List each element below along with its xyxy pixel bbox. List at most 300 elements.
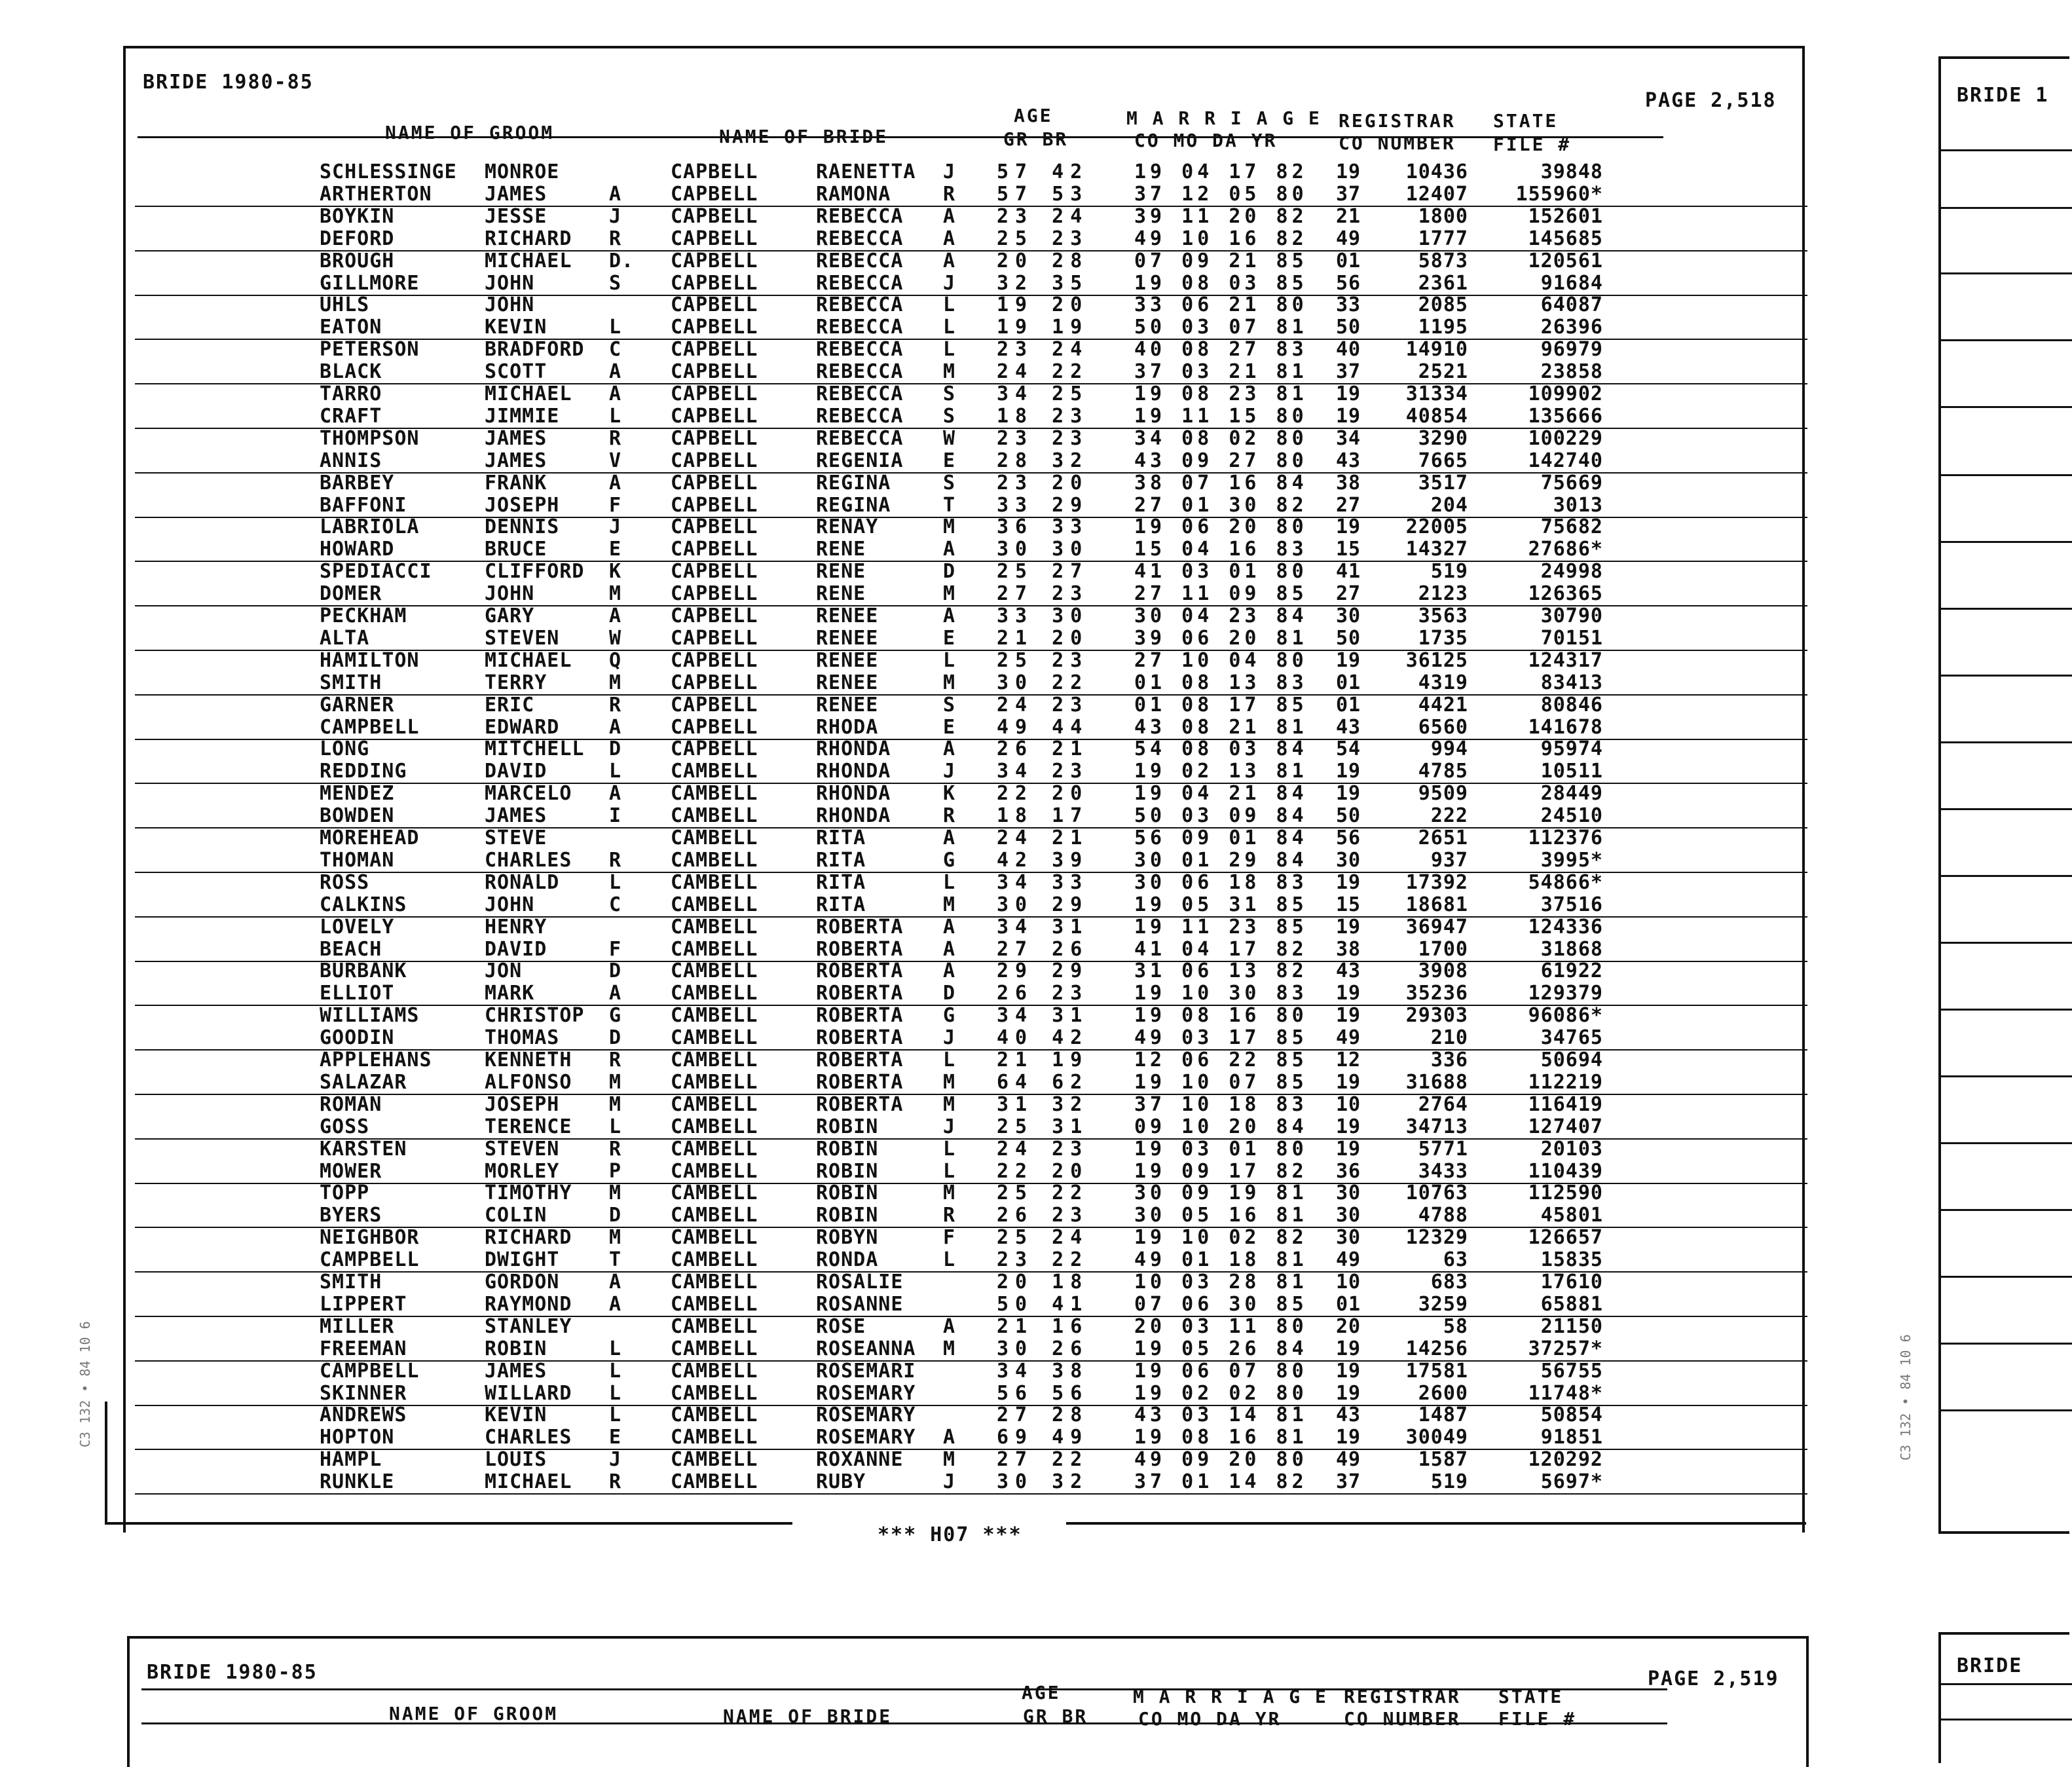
table-row [126,1338,1807,1360]
groom-middle-initial: L [609,1404,622,1427]
groom-middle-initial: T [609,1248,622,1272]
marriage-date: 20 03 11 80 [1134,1314,1308,1338]
groom-first-name: COLIN [485,1204,547,1227]
bride-last-name: CAMBELL [671,915,758,939]
groom-first-name: CLIFFORD [485,560,585,584]
state-file-number: 24510 [1540,804,1603,828]
bride-first-name: REBECCA [816,426,904,450]
state-file-number: 11748* [1528,1381,1603,1405]
registrar-number: 2651 [1418,827,1468,849]
groom-first-name: JOHN [485,582,535,606]
registrar-county: 34 [1336,426,1361,450]
state-file-number: 109902 [1528,382,1603,405]
bride-last-name: CAMBELL [671,1159,758,1183]
bride-middle-initial: S [943,404,956,428]
bride-first-name: ROBERTA [816,959,904,983]
next-bride-header: NAME OF BRIDE [723,1705,893,1727]
groom-middle-initial: L [609,870,622,894]
registrar-number: 2123 [1418,582,1468,606]
ages: 56 56 [997,1381,1089,1405]
table-row [126,583,1807,605]
marriage-date: 39 11 20 82 [1134,204,1308,228]
ages: 30 22 [997,671,1089,694]
marriage-date: 09 10 20 84 [1134,1115,1308,1138]
bride-middle-initial: J [943,271,956,295]
bride-last-name: CAPBELL [671,160,758,183]
marriage-date: 19 11 23 85 [1134,915,1308,939]
registrar-number: 5771 [1418,1137,1468,1161]
groom-last-name: HAMILTON [320,648,420,672]
table-row [126,805,1807,827]
bride-last-name: CAPBELL [671,715,758,739]
groom-middle-initial: D [609,959,622,983]
bride-first-name: ROBERTA [816,915,904,939]
groom-first-name: JAMES [485,1359,547,1383]
table-row [126,183,1807,206]
table-row [126,1383,1807,1405]
groom-middle-initial: E [609,1426,622,1449]
next-state-header: STATE [1498,1686,1564,1707]
table-row [126,694,1807,716]
ages: 69 49 [997,1426,1089,1449]
registrar-number: 1700 [1418,937,1468,961]
state-file-number: 56755 [1540,1359,1603,1383]
state-file-number: 80846 [1540,693,1603,716]
state-file-number: 34765 [1540,1026,1603,1050]
ages: 25 31 [997,1115,1089,1138]
groom-last-name: PECKHAM [320,604,407,627]
groom-middle-initial: F [609,937,622,961]
registrar-county: 15 [1336,538,1361,561]
registrar-number: 5873 [1418,249,1468,272]
table-row [126,627,1807,650]
table-row [126,316,1807,339]
registrar-county: 43 [1336,959,1361,983]
ages: 23 23 [997,426,1089,450]
ages: 26 21 [997,737,1089,761]
groom-first-name: CHARLES [485,1426,572,1449]
groom-first-name: BRUCE [485,538,547,561]
marriage-date: 19 05 31 85 [1134,893,1308,916]
marriage-date: 19 11 15 80 [1134,404,1308,428]
registrar-county: 19 [1336,782,1361,806]
bride-last-name: CAMBELL [671,1426,758,1449]
state-file-number: 26396 [1540,316,1603,339]
groom-last-name: CALKINS [320,893,407,916]
bride-first-name: ROXANNE [816,1448,904,1472]
registrar-number: 1777 [1418,227,1468,250]
bride-middle-initial: M [943,515,956,539]
groom-first-name: GARY [485,604,535,627]
table-row [126,872,1807,894]
registrar-number: 10763 [1405,1181,1468,1205]
adjacent-rule [1941,1075,2072,1077]
groom-last-name: SPEDIACCI [320,560,432,584]
registrar-county: 20 [1336,1314,1361,1338]
groom-first-name: ALFONSO [485,1070,572,1094]
registrar-header: REGISTRAR [1339,110,1456,132]
ages: 25 24 [997,1226,1089,1250]
groom-first-name: MICHAEL [485,1470,572,1494]
bride-first-name: ROSEMARY [816,1381,916,1405]
groom-middle-initial: A [609,982,622,1005]
groom-last-name: THOMPSON [320,426,420,450]
table-row [126,1404,1807,1426]
ages: 42 39 [997,848,1089,872]
bride-middle-initial: L [943,338,956,362]
state-file-number: 75669 [1540,471,1603,494]
marriage-date: 49 09 20 80 [1134,1448,1308,1472]
bride-first-name: RUBY [816,1470,866,1494]
ages: 23 22 [997,1248,1089,1272]
registrar-number: 2085 [1418,293,1468,317]
marriage-date: 10 03 28 81 [1134,1271,1308,1293]
groom-last-name: ROSS [320,870,370,894]
state-file-number: 96979 [1540,338,1603,362]
registrar-number: 30049 [1405,1426,1468,1449]
registrar-county: 27 [1336,493,1361,517]
groom-middle-initial: J [609,515,622,539]
registrar-number: 29303 [1405,1004,1468,1028]
registrar-number: 1800 [1418,204,1468,228]
bride-last-name: CAMBELL [671,870,758,894]
bride-last-name: CAPBELL [671,360,758,384]
bride-middle-initial: L [943,316,956,339]
table-row [126,1049,1807,1071]
marriage-date: 33 06 21 80 [1134,293,1308,317]
bride-middle-initial: A [943,937,956,961]
groom-first-name: TIMOTHY [485,1181,572,1205]
groom-first-name: JESSE [485,204,547,228]
bride-middle-initial: M [943,671,956,694]
registrar-county: 01 [1336,693,1361,716]
groom-middle-initial: W [609,626,622,650]
registrar-county: 41 [1336,560,1361,584]
groom-first-name: MARCELO [485,782,572,806]
adjacent-page-title: BRIDE 1 [1957,84,2049,107]
registrar-county: 27 [1336,582,1361,606]
groom-last-name: BURBANK [320,959,407,983]
registrar-county: 56 [1336,827,1361,849]
groom-last-name: HOPTON [320,1426,395,1449]
registrar-number: 14910 [1405,338,1468,362]
bride-last-name: CAPBELL [671,515,758,539]
ages: 34 25 [997,382,1089,405]
registrar-number: 14256 [1405,1337,1468,1360]
registrar-county: 50 [1336,626,1361,650]
registrar-county: 49 [1336,1026,1361,1050]
groom-last-name: DOMER [320,582,382,606]
ages: 25 23 [997,648,1089,672]
bride-first-name: RAMONA [816,182,891,206]
registrar-number: 1735 [1418,626,1468,650]
bride-first-name: REBECCA [816,227,904,250]
table-row [126,1027,1807,1049]
ages: 25 22 [997,1181,1089,1205]
bride-first-name: RHONDA [816,804,891,828]
groom-first-name: DENNIS [485,515,560,539]
groom-first-name: TERRY [485,671,547,694]
registrar-county: 15 [1336,893,1361,916]
page-footer-code: *** H07 *** [878,1523,1022,1546]
bride-first-name: RENE [816,538,866,561]
groom-last-name: CRAFT [320,404,382,428]
ages: 34 31 [997,915,1089,939]
groom-last-name: LABRIOLA [320,515,420,539]
registrar-county: 19 [1336,915,1361,939]
state-file-number: 112219 [1528,1070,1603,1094]
registrar-number: 336 [1430,1049,1468,1071]
table-row [126,827,1807,849]
registrar-county: 19 [1336,1004,1361,1028]
bride-first-name: RENE [816,582,866,606]
ages: 23 20 [997,471,1089,494]
registrar-subheader: CO NUMBER [1339,132,1456,154]
groom-first-name: TERENCE [485,1115,572,1138]
adjacent-rule [1941,942,2072,944]
ages: 19 20 [997,293,1089,317]
groom-middle-initial: A [609,1292,622,1316]
bride-last-name: CAMBELL [671,1092,758,1116]
bride-first-name: REBECCA [816,360,904,384]
bride-last-name: CAPBELL [671,538,758,561]
groom-first-name: JAMES [485,449,547,472]
next-page-title: BRIDE 1980-85 [147,1661,318,1684]
marriage-date: 19 08 23 81 [1134,382,1308,405]
marriage-date: 43 03 14 81 [1134,1404,1308,1427]
bride-first-name: REBECCA [816,271,904,295]
groom-last-name: APPLEHANS [320,1049,432,1071]
groom-first-name: JAMES [485,804,547,828]
marriage-date: 19 08 03 85 [1134,271,1308,295]
groom-middle-initial: R [609,1470,622,1494]
ages: 30 32 [997,1470,1089,1494]
table-row [126,783,1807,805]
bride-middle-initial: E [943,715,956,739]
marriage-date: 39 06 20 81 [1134,626,1308,650]
groom-middle-initial: R [609,227,622,250]
bride-last-name: CAMBELL [671,782,758,806]
state-file-number: 20103 [1540,1137,1603,1161]
registrar-number: 12407 [1405,182,1468,206]
adjacent-rule [1941,875,2072,877]
marriage-date: 27 10 04 80 [1134,648,1308,672]
state-file-number: 3995* [1540,848,1603,872]
bride-middle-initial: S [943,382,956,405]
bride-middle-initial: M [943,582,956,606]
groom-first-name: KEVIN [485,1404,547,1427]
header-rule [138,136,1663,138]
bride-first-name: ROSEANNA [816,1337,916,1360]
groom-last-name: CAMPBELL [320,715,420,739]
ages: 33 30 [997,604,1089,627]
groom-middle-initial: R [609,426,622,450]
adjacent-rule [1941,1209,2072,1211]
adjacent-rule [1941,1009,2072,1011]
table-row [126,760,1807,783]
groom-middle-initial: A [609,715,622,739]
groom-last-name: ROMAN [320,1092,382,1116]
marriage-date: 30 09 19 81 [1134,1181,1308,1205]
registrar-county: 19 [1336,1070,1361,1094]
bride-last-name: CAPBELL [671,426,758,450]
groom-middle-initial: D [609,1204,622,1227]
page-edge [105,1402,107,1523]
groom-middle-initial: L [609,1337,622,1360]
groom-header: NAME OF GROOM [385,122,555,143]
ages: 23 24 [997,338,1089,362]
ages: 27 26 [997,937,1089,961]
registrar-county: 19 [1336,1115,1361,1138]
marriage-date: 30 05 16 81 [1134,1204,1308,1227]
bride-first-name: RENAY [816,515,879,539]
groom-last-name: SCHLESSINGE [320,160,457,183]
ages: 28 32 [997,449,1089,472]
bride-first-name: RITA [816,893,866,916]
bride-last-name: CAPBELL [671,693,758,716]
bride-middle-initial: K [943,782,956,806]
registrar-county: 19 [1336,870,1361,894]
state-file-number: 145685 [1528,227,1603,250]
groom-middle-initial: A [609,782,622,806]
table-row [126,982,1807,1005]
groom-first-name: JOHN [485,293,535,317]
groom-first-name: KEVIN [485,316,547,339]
next-header-rule [141,1722,1667,1724]
ages: 34 33 [997,870,1089,894]
table-row [126,405,1807,428]
ages: 26 23 [997,1204,1089,1227]
groom-last-name: EATON [320,316,382,339]
registrar-county: 19 [1336,160,1361,183]
registrar-county: 43 [1336,715,1361,739]
groom-first-name: RONALD [485,870,560,894]
registrar-number: 4788 [1418,1204,1468,1227]
bride-middle-initial: J [943,1115,956,1138]
adjacent-next-title: BRIDE [1957,1654,2023,1677]
groom-first-name: STEVE [485,827,547,849]
groom-last-name: BOWDEN [320,804,395,828]
state-file-number: 64087 [1540,293,1603,317]
registrar-number: 519 [1430,1470,1468,1494]
bride-last-name: CAMBELL [671,893,758,916]
groom-first-name: GORDON [485,1271,560,1293]
ledger-page-next [127,1636,1809,1767]
groom-middle-initial: G [609,1004,622,1028]
ages: 57 53 [997,182,1089,206]
registrar-county: 19 [1336,1359,1361,1383]
bride-last-name: CAPBELL [671,227,758,250]
adjacent-rule [1941,474,2072,476]
state-file-number: 155960* [1515,182,1603,206]
registrar-county: 54 [1336,737,1361,761]
marriage-date: 43 08 21 81 [1134,715,1308,739]
bride-middle-initial: A [943,737,956,761]
adjacent-rule [1941,675,2072,677]
ages: 36 33 [997,515,1089,539]
bride-middle-initial: L [943,1049,956,1071]
marriage-date: 19 04 17 82 [1134,160,1308,183]
table-row [126,1182,1807,1204]
ages: 21 19 [997,1049,1089,1071]
bride-first-name: RENEE [816,604,879,627]
groom-middle-initial: A [609,182,622,206]
bride-first-name: ROSANNE [816,1292,904,1316]
bride-first-name: RHODA [816,715,879,739]
bride-first-name: REBECCA [816,293,904,317]
adjacent-rule [1941,272,2072,274]
adjacent-film-side-mark: C3 132 • 84 10 6 [1898,1334,1914,1460]
marriage-date: 01 08 17 85 [1134,693,1308,716]
state-file-number: 50854 [1540,1404,1603,1427]
groom-last-name: NEIGHBOR [320,1226,420,1250]
groom-last-name: LOVELY [320,915,395,939]
bride-first-name: ROBIN [816,1204,879,1227]
groom-last-name: BYERS [320,1204,382,1227]
table-row [126,738,1807,760]
groom-middle-initial: A [609,604,622,627]
registrar-county: 19 [1336,648,1361,672]
groom-first-name: ERIC [485,693,535,716]
table-row [126,1138,1807,1161]
groom-first-name: DAVID [485,937,547,961]
adjacent-rule [1941,406,2072,408]
bride-middle-initial: W [943,426,956,450]
ages: 22 20 [997,1159,1089,1183]
bride-first-name: ROBERTA [816,1026,904,1050]
marriage-date: 54 08 03 84 [1134,737,1308,761]
registrar-number: 3908 [1418,959,1468,983]
groom-last-name: BOYKIN [320,204,395,228]
bride-last-name: CAPBELL [671,737,758,761]
groom-first-name: THOMAS [485,1026,560,1050]
adjacent-rule [1941,339,2072,341]
registrar-number: 3563 [1418,604,1468,627]
bride-first-name: RITA [816,870,866,894]
state-file-number: 39848 [1540,160,1603,183]
age-subheader: GR BR [1003,128,1069,150]
bride-last-name: CAMBELL [671,982,758,1005]
groom-middle-initial: E [609,538,622,561]
registrar-county: 19 [1336,515,1361,539]
state-file-number: 120561 [1528,249,1603,272]
state-file-number: 23858 [1540,360,1603,384]
bride-middle-initial: D [943,560,956,584]
ages: 26 23 [997,982,1089,1005]
bride-first-name: ROBIN [816,1115,879,1138]
bride-last-name: CAMBELL [671,827,758,849]
bride-first-name: REBECCA [816,316,904,339]
bride-middle-initial: F [943,1226,956,1250]
groom-middle-initial: R [609,1137,622,1161]
bride-last-name: CAPBELL [671,249,758,272]
registrar-county: 40 [1336,338,1361,362]
state-file-number: 135666 [1528,404,1603,428]
bride-last-name: CAPBELL [671,493,758,517]
registrar-county: 50 [1336,804,1361,828]
groom-last-name: ANDREWS [320,1404,407,1427]
state-file-number: 31868 [1540,937,1603,961]
bride-first-name: REBECCA [816,382,904,405]
state-file-number: 27686* [1528,538,1603,561]
table-row [126,272,1807,295]
groom-middle-initial: D [609,1026,622,1050]
registrar-county: 12 [1336,1049,1361,1071]
registrar-county: 30 [1336,1181,1361,1205]
next-groom-header: NAME OF GROOM [389,1703,559,1724]
groom-last-name: SMITH [320,671,382,694]
groom-middle-initial: M [609,1226,622,1250]
